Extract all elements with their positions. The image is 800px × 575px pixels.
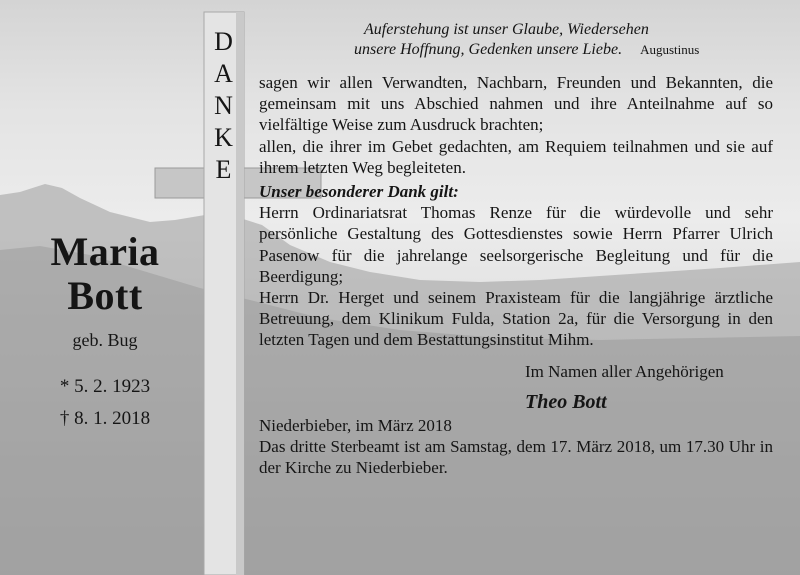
special-thanks-heading: Unser besonderer Dank gilt: bbox=[259, 182, 459, 202]
life-dates bbox=[0, 371, 210, 435]
danke-vertical-text bbox=[207, 26, 241, 186]
birth-date: * 5. 2. 1923 bbox=[59, 376, 151, 397]
danke-letter: D bbox=[214, 27, 234, 56]
danke-letter: A bbox=[214, 59, 234, 88]
deceased-first-name: Maria bbox=[50, 229, 160, 274]
danke-letter: N bbox=[214, 91, 234, 120]
danke-letter: E bbox=[215, 155, 233, 184]
deceased-last-name: Bott bbox=[67, 273, 143, 318]
maiden-name: geb. Bug bbox=[72, 330, 138, 350]
place-date: Niederbieber, im März 2018 bbox=[259, 415, 452, 435]
quote-line-1: Auferstehung ist unser Glaube, Wiedersehen bbox=[364, 21, 649, 38]
deceased-info bbox=[0, 230, 210, 435]
thanks-text bbox=[259, 72, 773, 478]
thanks-paragraph-4: Herrn Dr. Herget und seinem Praxisteam für die langjährige ärztliche Betreuung, dem Klinikum Fulda, Station 2a, für die Versorgung in den letzten Tagen und dem Bestattungsinstitut Mihm. bbox=[259, 288, 773, 350]
signature-name: Theo Bott bbox=[525, 390, 607, 413]
death-date: † 8. 1. 2018 bbox=[59, 408, 151, 429]
mass-notice: Das dritte Sterbeamt ist am Samstag, dem 17. März 2018, um 17.30 Uhr in der Kirche zu Niederbieber. bbox=[259, 437, 773, 478]
signature-block bbox=[259, 361, 773, 415]
quote-author: Augustinus bbox=[640, 42, 700, 57]
thanks-paragraph-3: Herrn Ordinariatsrat Thomas Renze für die würdevolle und sehr persönliche Gestaltung des Gottesdienstes sowie Herrn Pfarrer Ulrich Pasenow für die jahrelange seelsorgerische Begleitung und für die Beerdigung; bbox=[259, 203, 773, 286]
danke-letter: K bbox=[214, 123, 234, 152]
thanks-paragraph-2: allen, die ihrer im Gebet gedachten, am Requiem teilnahmen und sie auf ihrem letzten Weg begleiteten. bbox=[259, 136, 773, 177]
thanks-paragraph-1: sagen wir allen Verwandten, Nachbarn, Freunden und Bekannten, die gemeinsam mit uns Abschied nahmen und ihre Anteilnahme auf so vielfältige Weise zum Ausdruck brachten; bbox=[259, 73, 773, 135]
quote-line-2-text: unsere Hoffnung, Gedenken unsere Liebe. bbox=[354, 41, 623, 58]
epigraph-quote bbox=[260, 20, 780, 60]
quote-line-2 bbox=[260, 40, 780, 60]
signature-intro: Im Namen aller Angehörigen bbox=[525, 361, 724, 381]
